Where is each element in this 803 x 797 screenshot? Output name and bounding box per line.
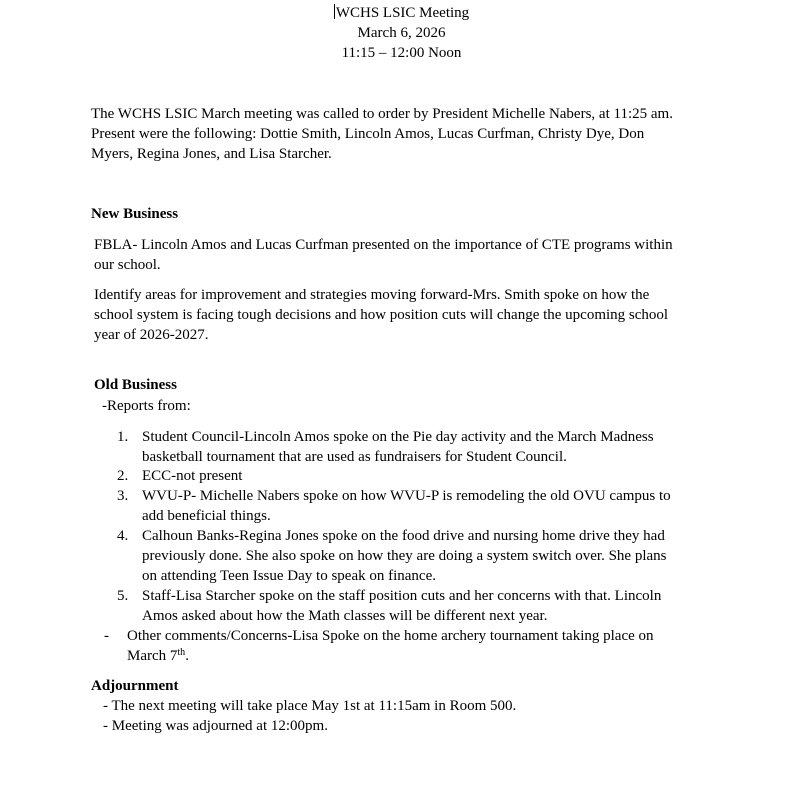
other-comments-item: Other comments/Concerns-Lisa Spoke on the home archery tournament taking place on March 7th. — [127, 628, 654, 664]
list-item: ECC-not present — [142, 468, 243, 484]
other-comments-dash: - — [104, 628, 109, 644]
text-cursor — [334, 4, 335, 19]
old-business-heading: Old Business — [94, 377, 177, 393]
meeting-date: March 6, 2026 — [357, 25, 446, 41]
adjournment-time: - Meeting was adjourned at 12:00pm. — [103, 718, 328, 734]
list-item-number: 4. — [117, 528, 129, 544]
list-item: Student Council-Lincoln Amos spoke on the Pie day activity and the March Madness basketball tournament that are used as fundraisers for Student Council. — [142, 429, 654, 465]
intro-paragraph: The WCHS LSIC March meeting was called to order by President Michelle Nabers, at 11:25 am. Present were the following: Dottie Smith, Lincoln Amos, Lucas Curfman, Christy Dye, Don Myers, Regina Jones, and Lisa Starcher. — [91, 106, 673, 162]
meeting-time: 11:15 – 12:00 Noon — [341, 45, 462, 61]
list-item: Staff-Lisa Starcher spoke on the staff position cuts and her concerns with that. Lincoln Amos asked about how the Math classes will be different next year. — [142, 588, 662, 624]
list-item-number: 5. — [117, 588, 129, 604]
list-item: Calhoun Banks-Regina Jones spoke on the food drive and nursing home drive they had previously done. She also spoke on how they are doing a system switch over. She plans on attending Teen Issue Day to speak on finance. — [142, 528, 667, 584]
new-business-item-improvement: Identify areas for improvement and strategies moving forward-Mrs. Smith spoke on how the school system is facing tough decisions and how position cuts will change the upcoming school year of 2026-2027. — [94, 287, 669, 343]
list-item-number: 1. — [117, 429, 129, 445]
adjournment-next-meeting: - The next meeting will take place May 1st at 11:15am in Room 500. — [103, 698, 517, 714]
reports-from-label: -Reports from: — [102, 398, 191, 414]
list-item-number: 3. — [117, 488, 129, 504]
meeting-title: WCHS LSIC Meeting — [335, 5, 470, 21]
list-item: WVU-P- Michelle Nabers spoke on how WVU-P is remodeling the old OVU campus to add beneficial things. — [142, 488, 671, 524]
new-business-heading: New Business — [91, 206, 179, 222]
meeting-header — [0, 3, 803, 63]
list-item-number: 2. — [117, 468, 129, 484]
adjournment-heading: Adjournment — [91, 678, 179, 694]
new-business-item-fbla: FBLA- Lincoln Amos and Lucas Curfman presented on the importance of CTE programs within our school. — [94, 237, 673, 273]
